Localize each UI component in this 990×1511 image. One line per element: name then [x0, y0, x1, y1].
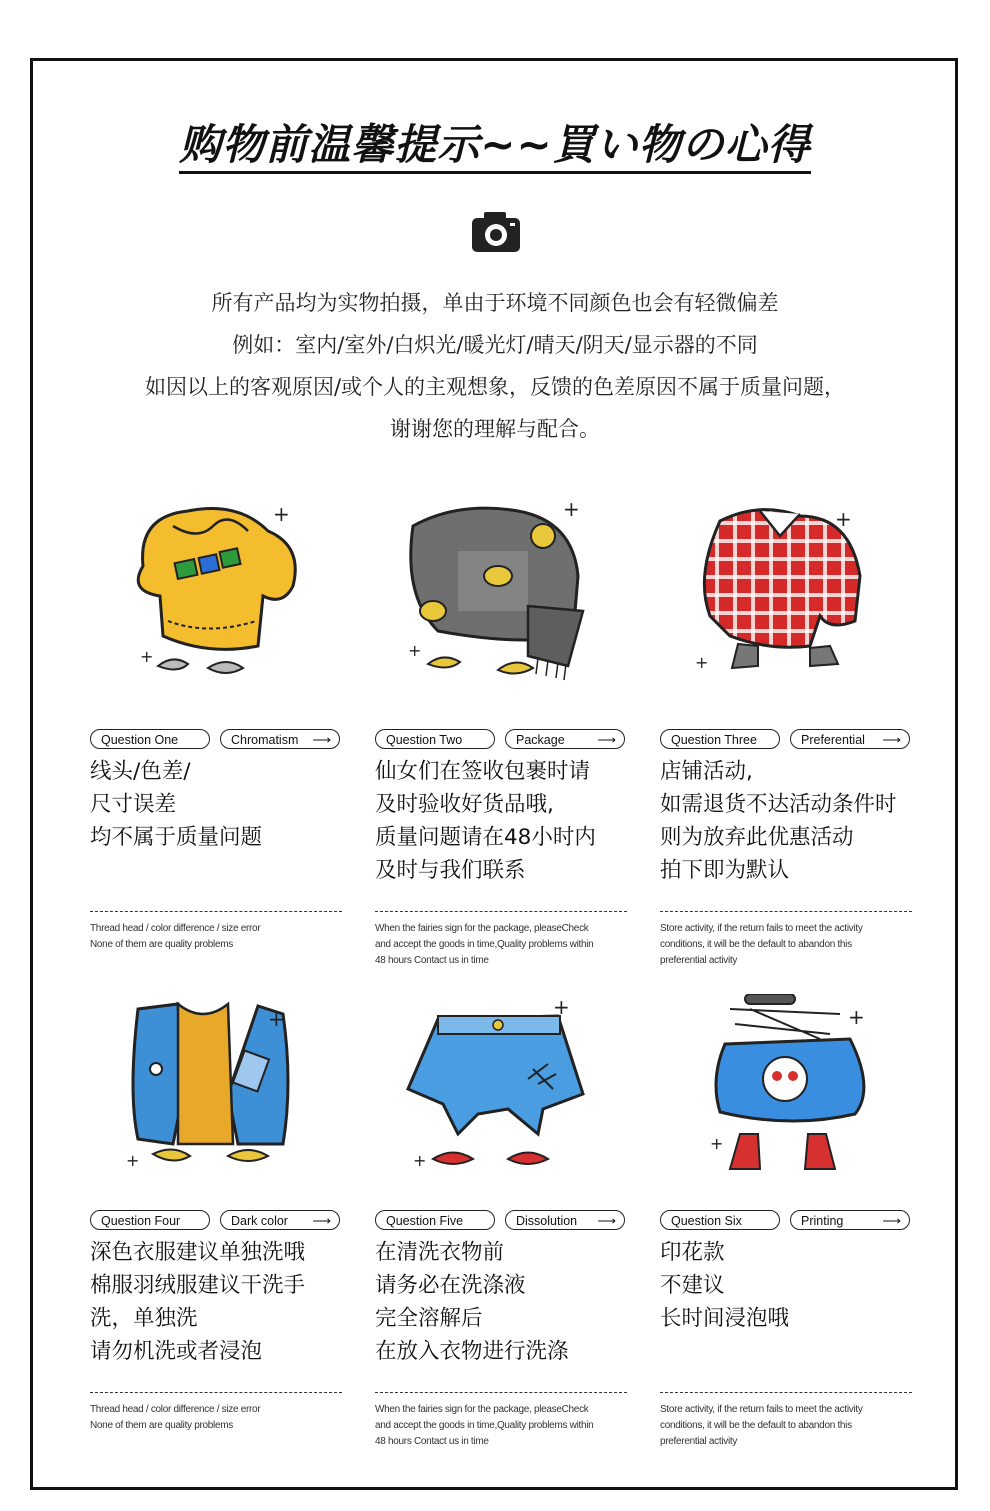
card-en-text: Store activity, if the return fails to meet the activity conditions, it will be the default to abandon this preferential activity: [660, 923, 863, 966]
question-pill: Question Four: [90, 1210, 210, 1230]
topic-pill: Printing ⟶: [790, 1210, 910, 1230]
svg-text:+: +: [695, 653, 709, 672]
grey-scarf-jacket-icon: [398, 496, 598, 686]
svg-text:+: +: [710, 1134, 724, 1153]
skull-skirt-icon: [690, 994, 890, 1184]
card-en-text: Thread head / color difference / size error None of them are quality problems: [90, 1404, 261, 1431]
divider: [90, 1392, 342, 1393]
card-en-text: Thread head / color difference / size error None of them are quality problems: [90, 923, 261, 950]
divider: [375, 911, 627, 912]
svg-text:+: +: [408, 641, 422, 660]
card-cn-text: 印花款 不建议 长时间浸泡哦: [660, 1240, 790, 1331]
svg-text:+: +: [140, 647, 154, 666]
card-cn-text: 店铺活动, 如需退货不达活动条件时 则为放弃此优惠活动 拍下即为默认: [660, 759, 897, 883]
question-pill: Question Two: [375, 729, 495, 749]
svg-text:+: +: [848, 1005, 865, 1029]
svg-text:+: +: [553, 995, 570, 1019]
question-pill: Question Three: [660, 729, 780, 749]
red-plaid-shirt-icon: [690, 496, 890, 686]
divider: [90, 911, 342, 912]
question-pill: Question Six: [660, 1210, 780, 1230]
arrow-right-icon: ⟶: [597, 732, 616, 747]
arrow-right-icon: ⟶: [882, 732, 901, 747]
card-cn-text: 深色衣服建议单独洗哦 棉服羽绒服建议干洗手 洗，单独洗 请勿机洗或者浸泡: [90, 1240, 306, 1364]
divider: [375, 1392, 627, 1393]
divider: [660, 911, 912, 912]
arrow-right-icon: ⟶: [312, 732, 331, 747]
svg-text:+: +: [413, 1151, 427, 1170]
question-pill: Question Five: [375, 1210, 495, 1230]
card-en-text: When the fairies sign for the package, pleaseCheck and accept the goods in time,Quality problems within 48 hours Contact us in time: [375, 1404, 594, 1447]
svg-text:+: +: [273, 502, 290, 526]
divider: [660, 1392, 912, 1393]
topic-pill: Package ⟶: [505, 729, 625, 749]
card-en-text: When the fairies sign for the package, pleaseCheck and accept the goods in time,Quality problems within 48 hours Contact us in time: [375, 923, 594, 966]
svg-text:+: +: [126, 1151, 140, 1170]
topic-pill: Chromatism ⟶: [220, 729, 340, 749]
yellow-hoodie-icon: [118, 496, 318, 686]
topic-pill: Dissolution ⟶: [505, 1210, 625, 1230]
camera-icon: [470, 210, 522, 256]
card-cn-text: 线头/色差/ 尺寸误差 均不属于质量问题: [90, 759, 263, 850]
topic-pill: Dark color ⟶: [220, 1210, 340, 1230]
svg-text:+: +: [268, 1007, 285, 1031]
svg-text:+: +: [835, 507, 852, 531]
denim-vest-icon: [118, 994, 318, 1184]
card-en-text: Store activity, if the return fails to meet the activity conditions, it will be the default to abandon this preferential activity: [660, 1404, 863, 1447]
arrow-right-icon: ⟶: [597, 1213, 616, 1228]
question-pill: Question One: [90, 729, 210, 749]
arrow-right-icon: ⟶: [882, 1213, 901, 1228]
topic-pill: Preferential ⟶: [790, 729, 910, 749]
denim-shorts-icon: [398, 994, 598, 1184]
card-cn-text: 仙女们在签收包裹时请 及时验收好货品哦, 质量问题请在48小时内 及时与我们联系: [375, 759, 596, 883]
arrow-right-icon: ⟶: [312, 1213, 331, 1228]
page-title: 购物前温馨提示~~買い物の心得: [0, 112, 990, 172]
svg-text:+: +: [563, 497, 580, 521]
intro-text: 所有产品均为实物拍摄，单由于环境不同颜色也会有轻微偏差 例如：室内/室外/白炽光/暖光灯/晴天/阴天/显示器的不同 如因以上的客观原因/或个人的主观想象，反馈的色差原因不属于质量问题， 谢谢您的理解与配合。: [144, 291, 846, 441]
card-cn-text: 在清洗衣物前 请务必在洗涤液 完全溶解后 在放入衣物进行洗涤: [375, 1240, 569, 1364]
